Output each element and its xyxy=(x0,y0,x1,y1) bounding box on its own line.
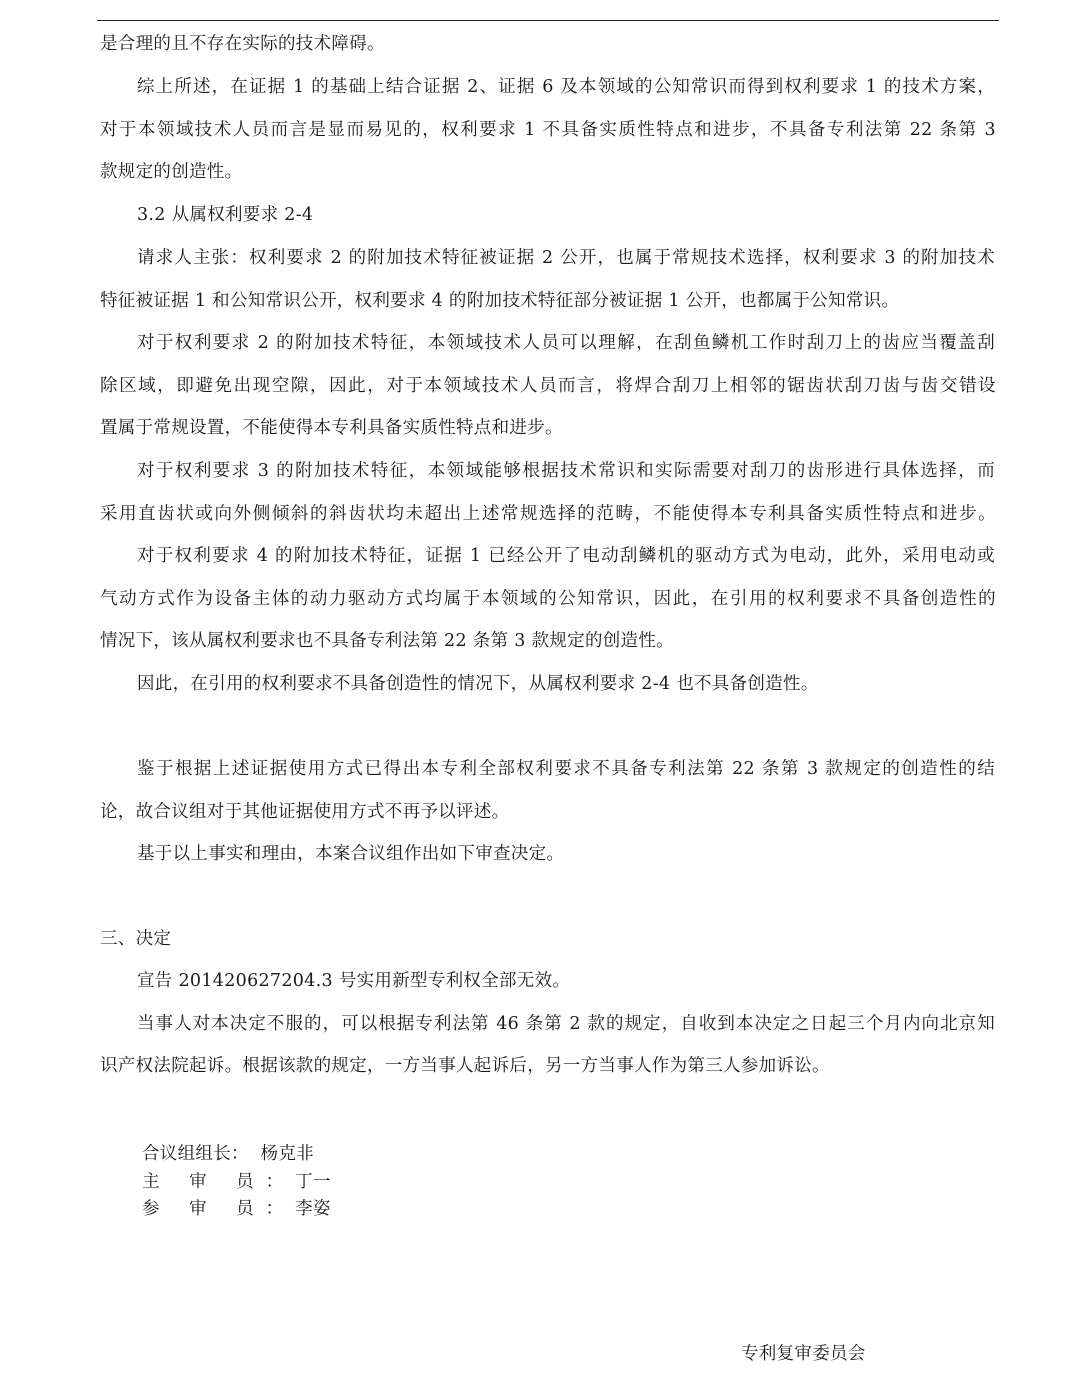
text-line: 对于本领域技术人员而言是显而易见的，权利要求 1 不具备实质性特点和进步，不具备专利法第 22 条第 3 xyxy=(100,120,996,140)
text-line: 请求人主张：权利要求 2 的附加技术特征被证据 2 公开，也属于常规技术选择，权利要求 3 的附加技术 xyxy=(137,248,995,268)
decision-line: 宣告 201420627204.3 号实用新型专利权全部无效。 xyxy=(137,971,571,991)
text-line: 论，故合议组对于其他证据使用方式不再予以评述。 xyxy=(100,802,510,822)
text-line: 鉴于根据上述证据使用方式已得出本专利全部权利要求不具备专利法第 22 条第 3 款规定的创造性的结 xyxy=(137,759,995,779)
panel-chief-label: 合议组组长： xyxy=(142,1144,249,1164)
text-line: 气动方式作为设备主体的动力驱动方式均属于本领域的公知常识，因此，在引用的权利要求不具备创造性的 xyxy=(100,589,996,609)
text-line: 除区域，即避免出现空隙，因此，对于本领域技术人员而言，将焊合刮刀上相邻的锯齿状刮刀齿与齿交错设 xyxy=(100,376,996,396)
panel-examiner xyxy=(142,1169,331,1195)
text-line: 特征被证据 1 和公知常识公开，权利要求 4 的附加技术特征部分被证据 1 公开，也都属于公知常识。 xyxy=(100,291,900,311)
panel-chief xyxy=(142,1141,314,1167)
top-rule xyxy=(97,20,999,21)
panel-participant xyxy=(142,1196,331,1222)
section-heading: 3.2 从属权利要求 2-4 xyxy=(137,205,314,225)
panel-participant-label: 参 审 员： xyxy=(142,1199,296,1219)
text-line: 是合理的且不存在实际的技术障碍。 xyxy=(100,34,385,54)
panel-examiner-name: 丁一 xyxy=(295,1172,331,1192)
panel-examiner-label: 主 审 员： xyxy=(142,1172,296,1192)
text-line: 对于权利要求 2 的附加技术特征，本领域技术人员可以理解，在刮鱼鳞机工作时刮刀上的齿应当覆盖刮 xyxy=(137,333,995,353)
panel-participant-name: 李姿 xyxy=(295,1199,331,1219)
panel-chief-name: 杨克非 xyxy=(260,1144,314,1164)
text-line: 对于权利要求 3 的附加技术特征，本领域能够根据技术常识和实际需要对刮刀的齿形进行具体选择，而 xyxy=(137,461,995,481)
text-line: 基于以上事实和理由，本案合议组作出如下审查决定。 xyxy=(137,844,565,864)
issuer: 专利复审委员会 xyxy=(741,1344,866,1364)
text-line: 对于权利要求 4 的附加技术特征，证据 1 已经公开了电动刮鳞机的驱动方式为电动，此外，采用电动或 xyxy=(137,546,995,566)
text-line: 置属于常规设置，不能使得本专利具备实质性特点和进步。 xyxy=(100,418,563,438)
section-heading: 三、决定 xyxy=(100,929,172,949)
text-line: 情况下，该从属权利要求也不具备专利法第 22 条第 3 款规定的创造性。 xyxy=(100,631,674,651)
text-line: 款规定的创造性。 xyxy=(100,162,243,182)
text-line: 因此，在引用的权利要求不具备创造性的情况下，从属权利要求 2-4 也不具备创造性。 xyxy=(137,674,819,694)
text-line: 采用直齿状或向外侧倾斜的斜齿状均未超出上述常规选择的范畴，不能使得本专利具备实质性特点和进步。 xyxy=(100,504,996,524)
text-line: 识产权法院起诉。根据该款的规定，一方当事人起诉后，另一方当事人作为第三人参加诉讼。 xyxy=(100,1056,830,1076)
text-line: 综上所述，在证据 1 的基础上结合证据 2、证据 6 及本领域的公知常识而得到权利要求 1 的技术方案， xyxy=(137,77,995,97)
text-line: 当事人对本决定不服的，可以根据专利法第 46 条第 2 款的规定，自收到本决定之日起三个月内向北京知 xyxy=(137,1014,995,1034)
